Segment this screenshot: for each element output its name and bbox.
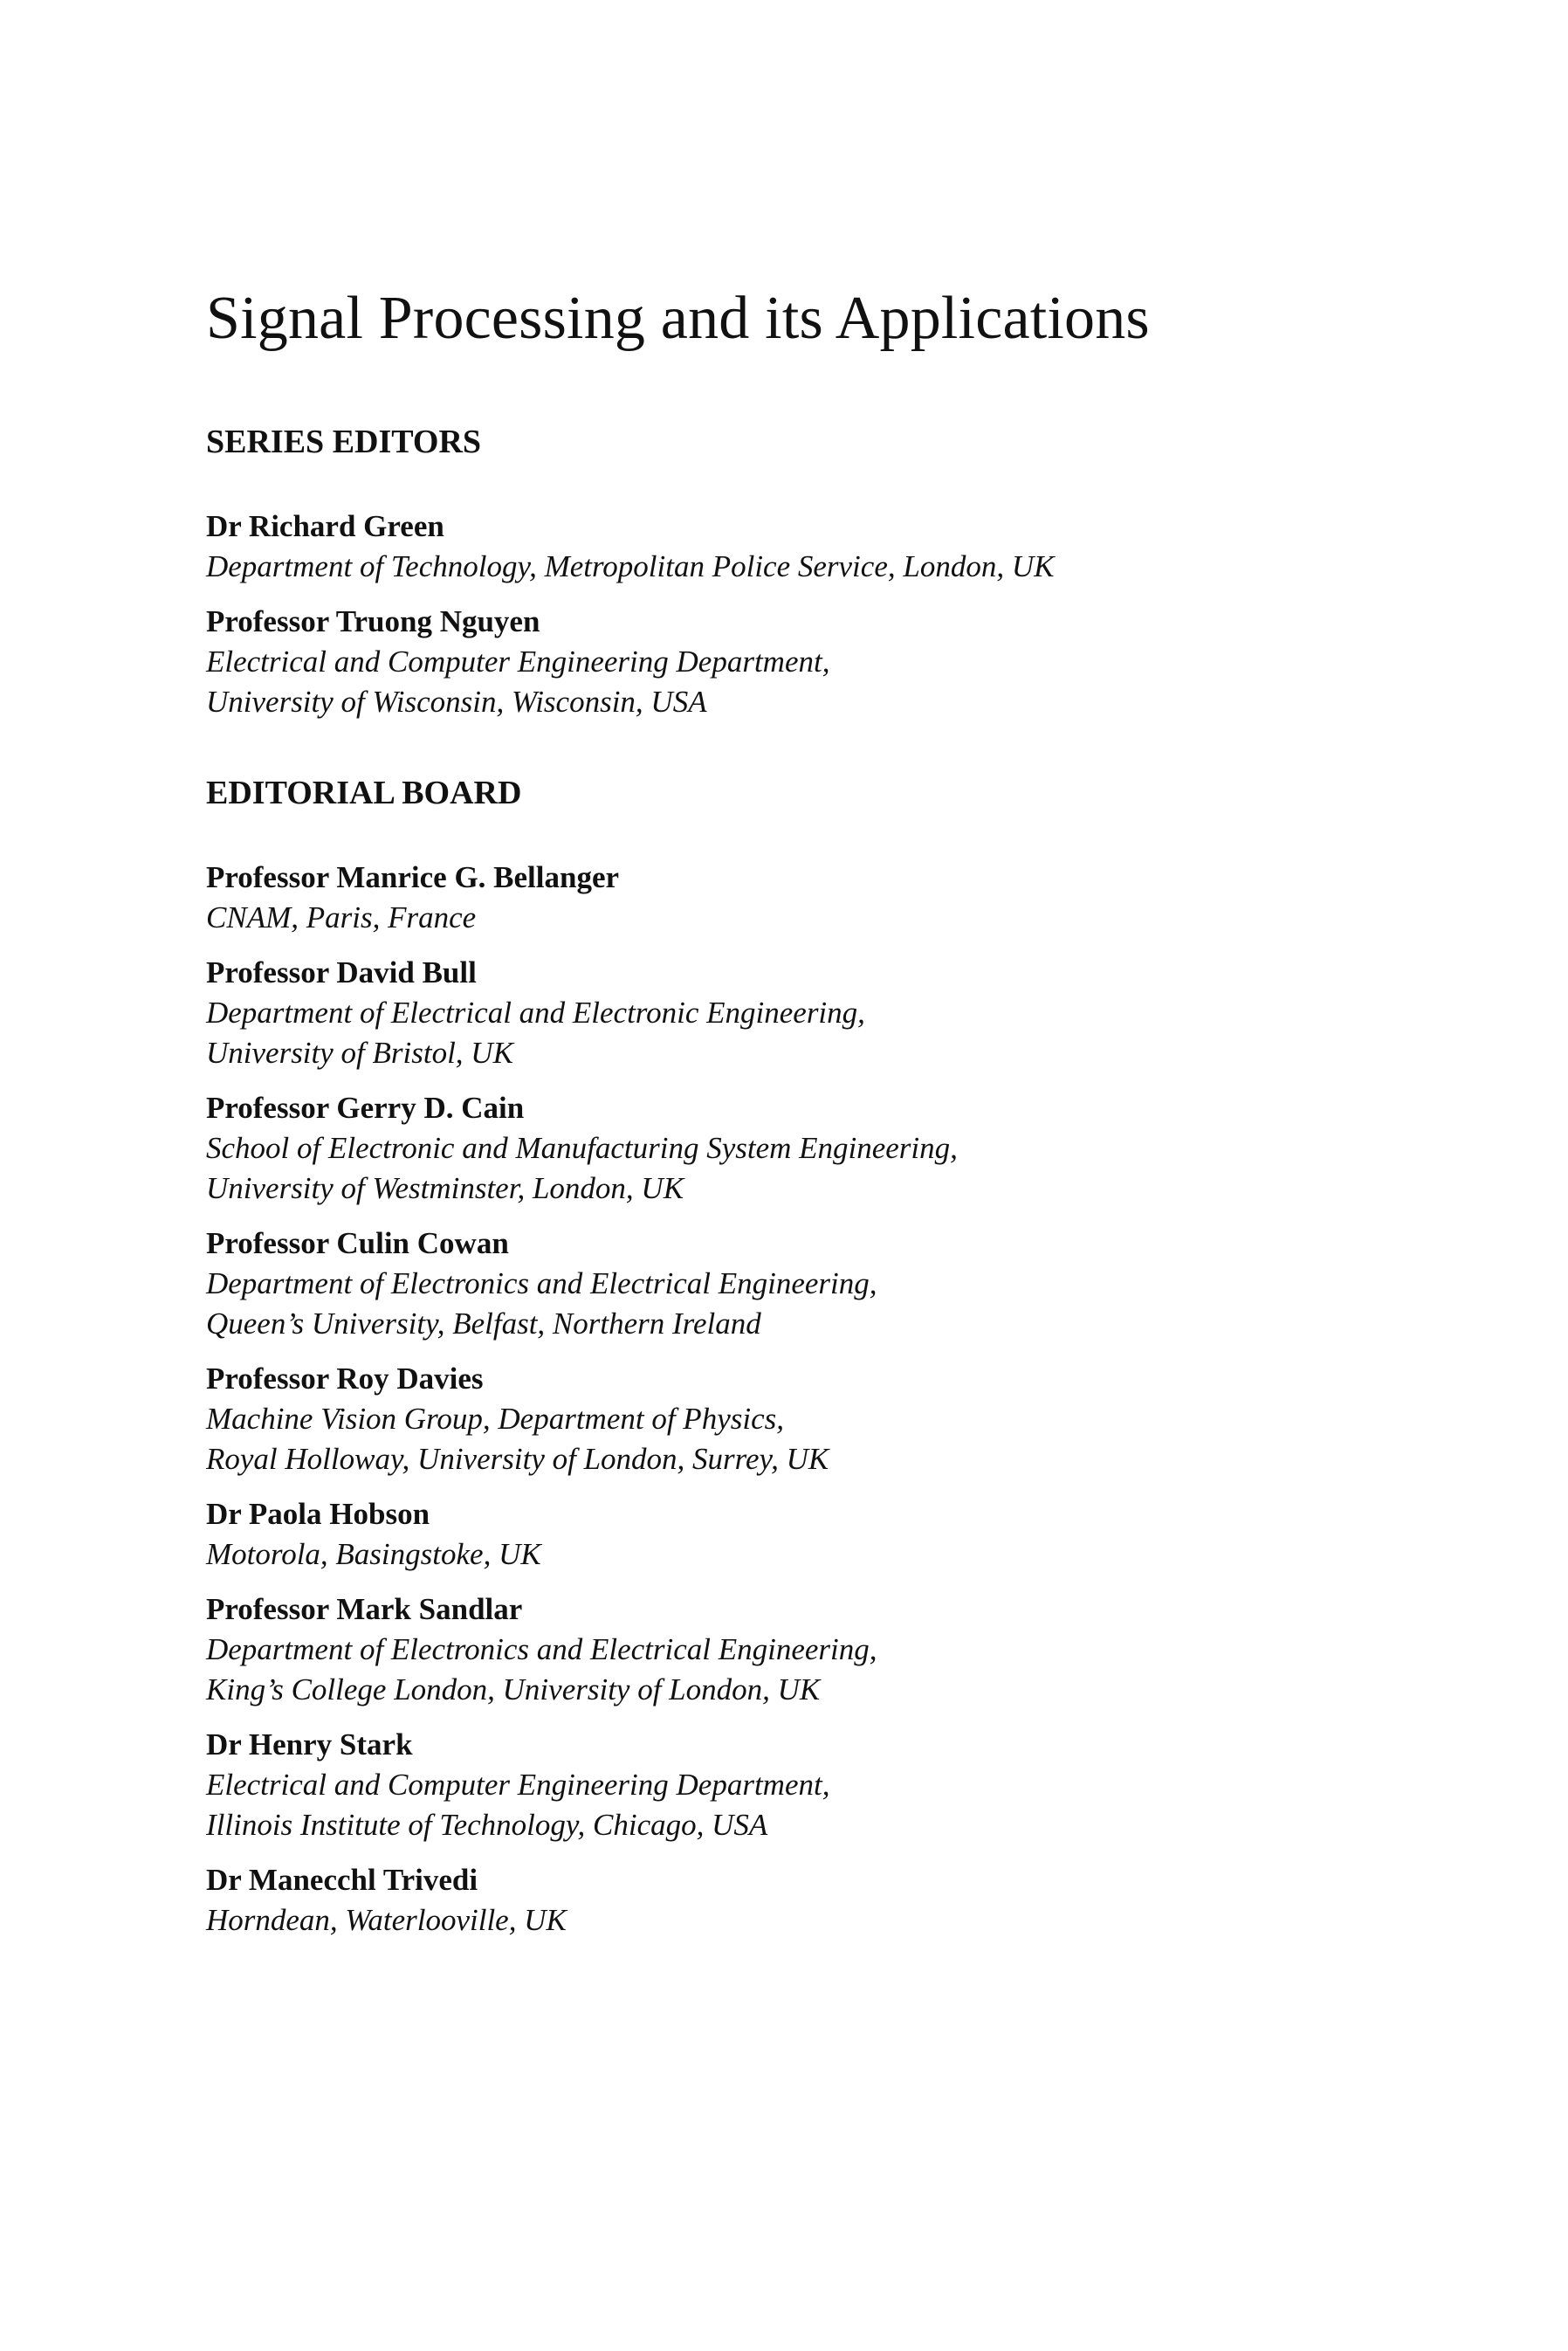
member-name: Professor Culin Cowan [206, 1226, 509, 1260]
series-editor-entry [206, 507, 1498, 587]
editorial-board-heading: EDITORIAL BOARD [206, 775, 522, 811]
series-editors-list [206, 507, 1498, 722]
member-affiliation-line: School of Electronic and Manufacturing System Engineering, [206, 1131, 958, 1165]
member-affiliation-line: King’s College London, University of London, UK [206, 1672, 821, 1706]
member-affiliation-line: Motorola, Basingstoke, UK [206, 1537, 541, 1571]
member-affiliation-line: Department of Electronics and Electrical Engineering, [206, 1266, 877, 1300]
member-affiliation-line: Electrical and Computer Engineering Department, [206, 1768, 830, 1802]
member-affiliation-line: University of Westminster, London, UK [206, 1171, 684, 1205]
editorial-board-list [206, 858, 1498, 1941]
board-member-entry [206, 1860, 1498, 1941]
member-name: Professor Gerry D. Cain [206, 1091, 525, 1125]
page-title: Signal Processing and its Applications [206, 284, 1150, 352]
board-member-entry [206, 1224, 1498, 1344]
board-member-entry [206, 1494, 1498, 1575]
member-name: Professor David Bull [206, 955, 477, 989]
editor-name: Dr Richard Green [206, 509, 444, 543]
board-member-entry [206, 1725, 1498, 1845]
member-affiliation-line: Department of Electronics and Electrical Engineering, [206, 1632, 877, 1666]
member-affiliation-line: Department of Electrical and Electronic Engineering, [206, 996, 865, 1030]
member-affiliation-line: Royal Holloway, University of London, Surrey, UK [206, 1442, 829, 1476]
member-name: Professor Mark Sandlar [206, 1592, 523, 1626]
series-editor-entry [206, 602, 1498, 722]
member-name: Dr Manecchl Trivedi [206, 1863, 478, 1897]
member-name: Dr Henry Stark [206, 1727, 413, 1762]
board-member-entry [206, 1589, 1498, 1710]
editor-affiliation-line: Electrical and Computer Engineering Department, [206, 645, 830, 679]
member-name: Professor Manrice G. Bellanger [206, 860, 620, 894]
board-member-entry [206, 858, 1498, 938]
member-affiliation-line: Illinois Institute of Technology, Chicago, USA [206, 1808, 768, 1842]
member-affiliation-line: Machine Vision Group, Department of Physics, [206, 1402, 784, 1436]
editor-name: Professor Truong Nguyen [206, 604, 540, 638]
board-member-entry [206, 1088, 1498, 1209]
editor-affiliation-line: University of Wisconsin, Wisconsin, USA [206, 685, 707, 719]
member-affiliation-line: CNAM, Paris, France [206, 900, 477, 934]
board-member-entry [206, 953, 1498, 1073]
member-affiliation-line: University of Bristol, UK [206, 1036, 513, 1070]
member-affiliation-line: Queen’s University, Belfast, Northern Ireland [206, 1306, 761, 1341]
member-name: Dr Paola Hobson [206, 1497, 430, 1531]
member-name: Professor Roy Davies [206, 1362, 484, 1396]
editor-affiliation-line: Department of Technology, Metropolitan Police Service, London, UK [206, 549, 1055, 583]
series-editors-heading: SERIES EDITORS [206, 424, 482, 460]
board-member-entry [206, 1359, 1498, 1479]
member-affiliation-line: Horndean, Waterlooville, UK [206, 1903, 567, 1937]
